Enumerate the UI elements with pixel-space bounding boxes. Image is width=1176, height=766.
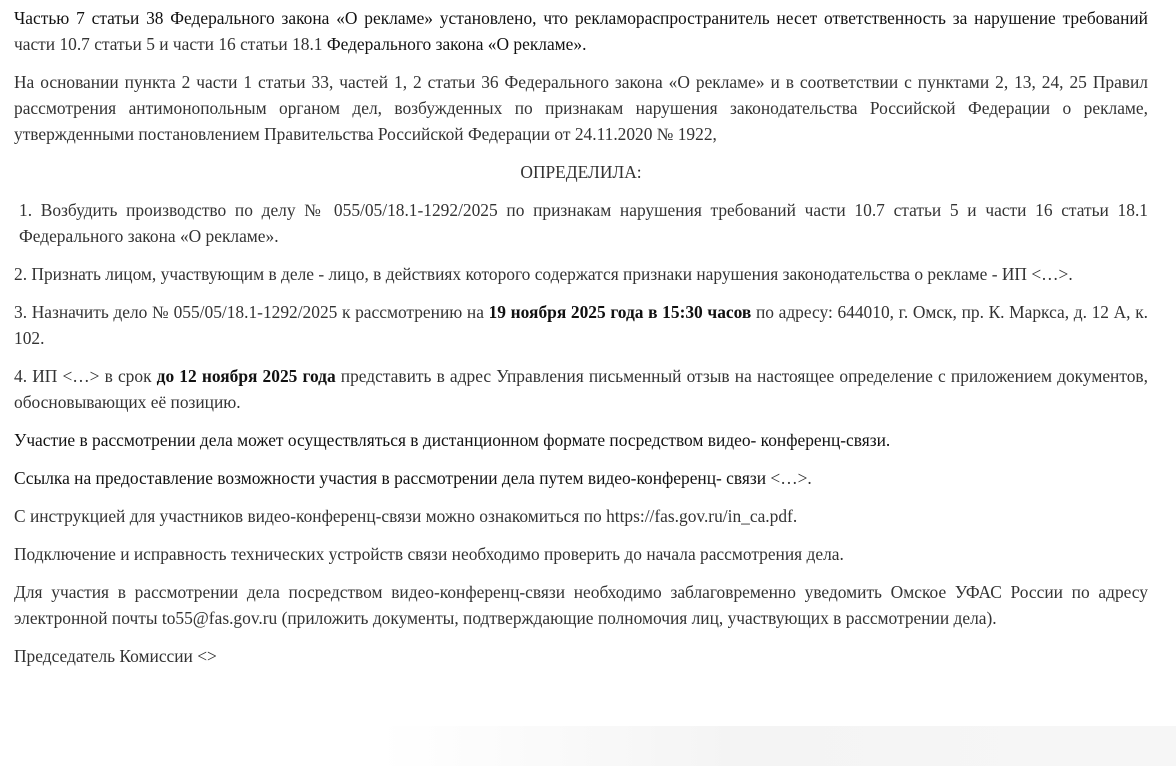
decision-item-4-text-end: представить в адрес Управления письменный отзыв на настоящее определение с приложением документов, обосновывающих её позицию. bbox=[14, 366, 1148, 412]
notification-paragraph bbox=[14, 579, 1148, 631]
decision-item-3 bbox=[14, 299, 1148, 351]
email-link[interactable]: to55@fas.gov.ru bbox=[161, 608, 278, 628]
instruction-text-end: . bbox=[792, 506, 798, 526]
videoconference-info: Участие в рассмотрении дела может осуществляться в дистанционном формате посредством видео- конференц-связи. bbox=[14, 430, 891, 450]
notification-text-start: Для участия в рассмотрении дела посредством видео-конференц-связи необходимо заблаговременно уведомить Омское УФАС России по адресу электронной почты bbox=[14, 582, 1148, 628]
hearing-date: 19 ноября 2025 года в 15:30 часов bbox=[488, 302, 752, 322]
device-check-note: Подключение и исправность технических устройств связи необходимо проверить до начала рассмотрения дела. bbox=[14, 544, 844, 564]
decision-item-3-text-start: 3. Назначить дело № 055/05/18.1-1292/2025 к рассмотрению на bbox=[14, 302, 489, 322]
signature-line: Председатель Комиссии <> bbox=[14, 646, 217, 666]
videoconference-instruction bbox=[14, 503, 1148, 529]
paragraph-liability-part-1: Частью 7 статьи 38 Федерального закона «О рекламе» установлено, что рекламораспространитель несет ответственность за нарушение требований bbox=[14, 8, 1148, 28]
bottom-shadow-overlay bbox=[380, 726, 1176, 766]
instruction-link[interactable]: https://fas.gov.ru/in_ca.pdf bbox=[606, 506, 793, 526]
instruction-text: С инструкцией для участников видео-конференц-связи можно ознакомиться по bbox=[14, 506, 607, 526]
videoconference-link-placeholder: <…>. bbox=[766, 468, 812, 488]
videoconference-link-text: Ссылка на предоставление возможности участия в рассмотрении дела путем видео-конференц- связи bbox=[14, 468, 767, 488]
decision-heading: ОПРЕДЕЛИЛА: bbox=[520, 162, 642, 182]
response-deadline: до 12 ноября 2025 года bbox=[156, 366, 336, 386]
decision-item-4 bbox=[14, 363, 1148, 415]
decision-item-4-text-start: 4. ИП <…> в срок bbox=[14, 366, 157, 386]
videoconference-link-paragraph bbox=[14, 465, 1148, 491]
paragraph-liability-part-3: Федерального закона «О рекламе». bbox=[326, 34, 587, 54]
decision-item-3-text-end: по адресу: 644010, г. Омск, пр. К. Маркса, д. 12 А, к. 102. bbox=[14, 302, 1148, 348]
decision-item-1: 1. Возбудить производство по делу № 055/05/18.1-1292/2025 по признакам нарушения требований части 10.7 статьи 5 и части 16 статьи 18.1 Федерального закона «О рекламе». bbox=[19, 200, 1148, 246]
paragraph-liability-part-2: части 10.7 статьи 5 и части 16 статьи 18.1 bbox=[14, 34, 327, 54]
decision-item-2: 2. Признать лицом, участвующим в деле - лицо, в действиях которого содержатся признаки нарушения законодательства о рекламе - ИП <…>. bbox=[14, 264, 1073, 284]
document-body bbox=[14, 5, 1148, 681]
paragraph-liability bbox=[14, 5, 1148, 57]
notification-text-end: (приложить документы, подтверждающие полномочия лиц, участвующих в рассмотрении дела). bbox=[277, 608, 997, 628]
paragraph-legal-basis: На основании пункта 2 части 1 статьи 33, частей 1, 2 статьи 36 Федерального закона «О рекламе» и в соответствии с пунктами 2, 13, 24, 25 Правил рассмотрения антимонопольным органом дел, возбужденных по признакам нарушения законодательства Российской Федерации о рекламе, утвержденными постановлением Правительства Российской Федерации от 24.11.2020 № 1922, bbox=[14, 72, 1148, 144]
